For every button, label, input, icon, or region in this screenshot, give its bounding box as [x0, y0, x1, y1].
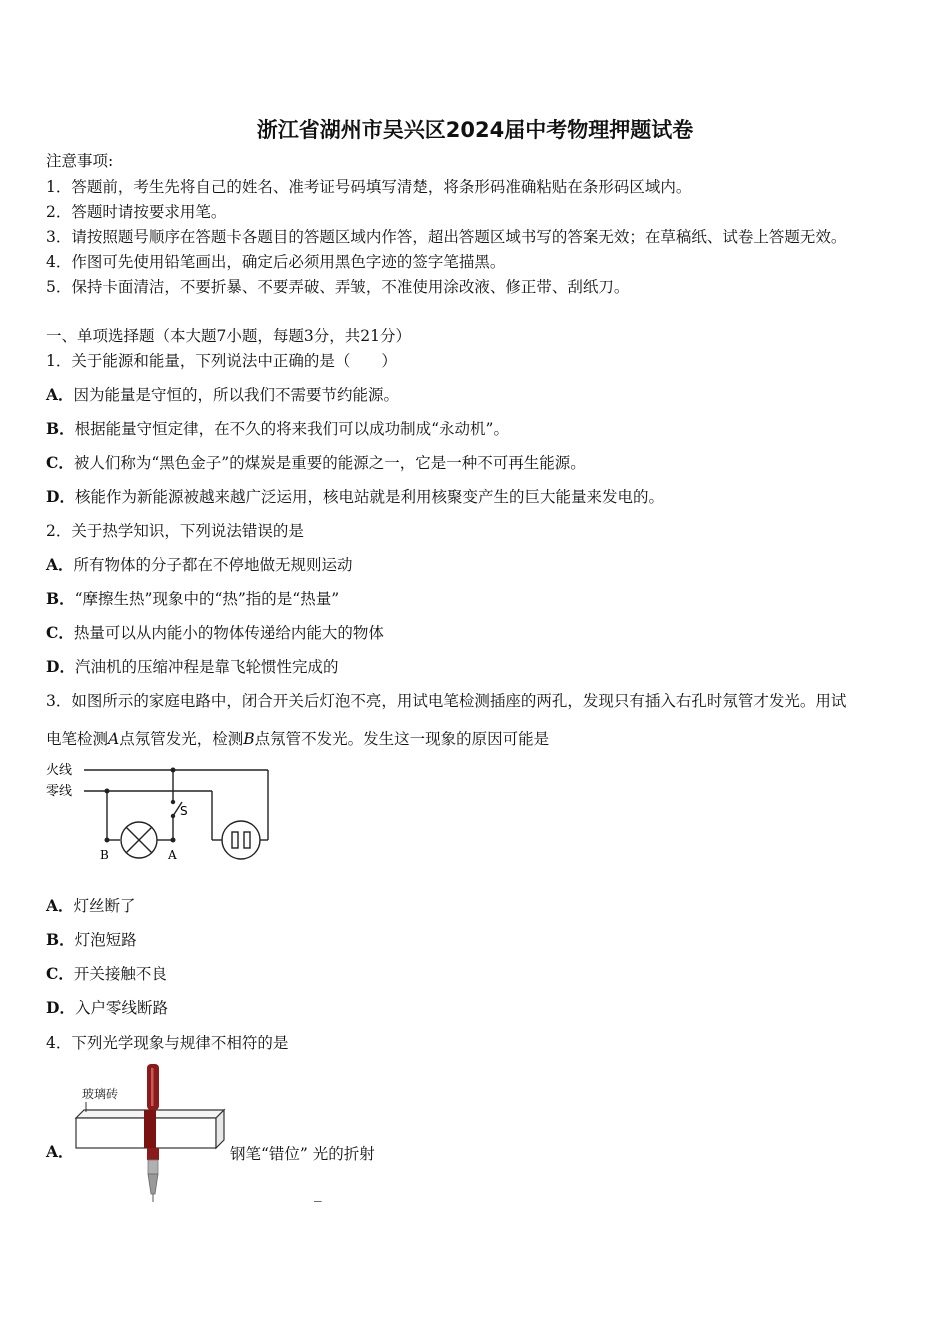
option-text: 入户零线断路: [74, 999, 168, 1017]
node-a-label: A: [168, 848, 177, 862]
trailing-mark: _: [314, 1184, 322, 1202]
option-label: A．: [46, 555, 74, 574]
option-text: 所有物体的分子都在不停地做无规则运动: [73, 556, 353, 574]
option-text: 被人们称为“黑色金子”的煤炭是重要的能源之一，它是一种不可再生能源。: [73, 454, 586, 472]
notice-item-1: 1．答题前，考生先将自己的姓名、准考证号码填写清楚，将条形码准确粘贴在条形码区域内。: [46, 178, 692, 196]
q3-option-c: [46, 964, 167, 984]
glass-label: 玻璃砖: [82, 1087, 119, 1101]
option-text: 热量可以从内能小的物体传递给内能大的物体: [73, 624, 384, 642]
option-label: C．: [46, 623, 74, 642]
q3-option-b: [46, 930, 137, 950]
q1-stem: 1．关于能源和能量，下列说法中正确的是（ ）: [46, 352, 397, 370]
notice-item-3: 3．请按照题号顺序在答题卡各题目的答题区域内作答，超出答题区域书写的答案无效；在草稿纸、试卷上答题无效。: [46, 228, 847, 246]
node-b-label: B: [100, 848, 109, 862]
notice-item-5: 5．保持卡面清洁，不要折暴、不要弄破、弄皱，不准使用涂改液、修正带、刮纸刀。: [46, 278, 630, 296]
q2-option-a: [46, 555, 353, 575]
option-text: “摩擦生热”现象中的“热”指的是“热量”: [74, 590, 340, 608]
circuit-diagram: [44, 758, 276, 868]
section-heading: 一、单项选择题（本大题7小题，每题3分，共21分）: [46, 327, 411, 345]
pen-glass-figure: [70, 1062, 230, 1204]
q3-stem-line1: 3．如图所示的家庭电路中，闭合开关后灯泡不亮，用试电笔检测插座的两孔，发现只有插入右孔时氖管才发光。用试: [46, 692, 847, 710]
option-text: 开关接触不良: [73, 965, 167, 983]
q1-option-a: [46, 385, 399, 405]
option-label: B．: [46, 419, 75, 438]
page-title: 浙江省湖州市吴兴区2024届中考物理押题试卷: [256, 118, 694, 142]
q3-stem-part: 电笔检测: [46, 730, 109, 748]
option-label: D．: [46, 657, 75, 676]
neutral-wire-label: 零线: [46, 784, 73, 799]
q3-stem-line2: [46, 729, 549, 749]
q3-option-d: [46, 998, 168, 1018]
q3-option-a: [46, 896, 136, 916]
pen-nib: [148, 1174, 158, 1194]
socket-symbol: [222, 821, 260, 859]
option-label: A．: [46, 385, 74, 404]
point-a-label: A: [108, 730, 120, 748]
q1-option-b: [46, 419, 509, 439]
q2-option-c: [46, 623, 384, 643]
q2-option-b: [46, 589, 339, 609]
notice-item-4: 4．作图可先使用铅笔画出，确定后必须用黑色字迹的签字笔描黑。: [46, 253, 506, 271]
option-label: D．: [46, 998, 75, 1017]
fire-wire-label: 火线: [46, 763, 73, 778]
option-text: 根据能量守恒定律，在不久的将来我们可以成功制成“永动机”。: [74, 420, 509, 438]
option-label: D．: [46, 487, 75, 506]
q1-option-d: [46, 487, 664, 507]
option-text: 核能作为新能源被越来越广泛运用，核电站就是利用核聚变产生的巨大能量来发电的。: [74, 488, 664, 506]
q2-stem: 2．关于热学知识，下列说法错误的是: [46, 522, 304, 540]
option-label: A．: [46, 896, 74, 915]
notice-item-2: 2．答题时请按要求用笔。: [46, 203, 227, 221]
option-label: C．: [46, 964, 74, 983]
option-text: 灯泡短路: [74, 931, 137, 949]
option-text: 汽油机的压缩冲程是靠飞轮惯性完成的: [74, 658, 339, 676]
pen-refracted-section: [144, 1110, 156, 1148]
q4-option-a-label: A．: [46, 1142, 74, 1161]
option-text: 灯丝断了: [73, 897, 136, 915]
notice-heading: 注意事项:: [46, 152, 114, 170]
q3-stem-part: 点氖管不发光。发生这一现象的原因可能是: [254, 730, 550, 748]
pen-grip: [148, 1160, 158, 1174]
option-text: 因为能量是守恒的，所以我们不需要节约能源。: [73, 386, 400, 404]
option-label: B．: [46, 930, 75, 949]
point-b-label: B: [243, 730, 255, 748]
q4-option-a-text: 钢笔“错位” 光的折射: [230, 1145, 375, 1163]
q2-option-d: [46, 657, 338, 677]
option-label: C．: [46, 453, 74, 472]
q1-option-c: [46, 453, 586, 473]
option-label: B．: [46, 589, 75, 608]
q4-stem: 4．下列光学现象与规律不相符的是: [46, 1034, 289, 1052]
q3-stem-part: 点氖管发光，检测: [119, 730, 244, 748]
switch-label: S: [180, 804, 188, 818]
